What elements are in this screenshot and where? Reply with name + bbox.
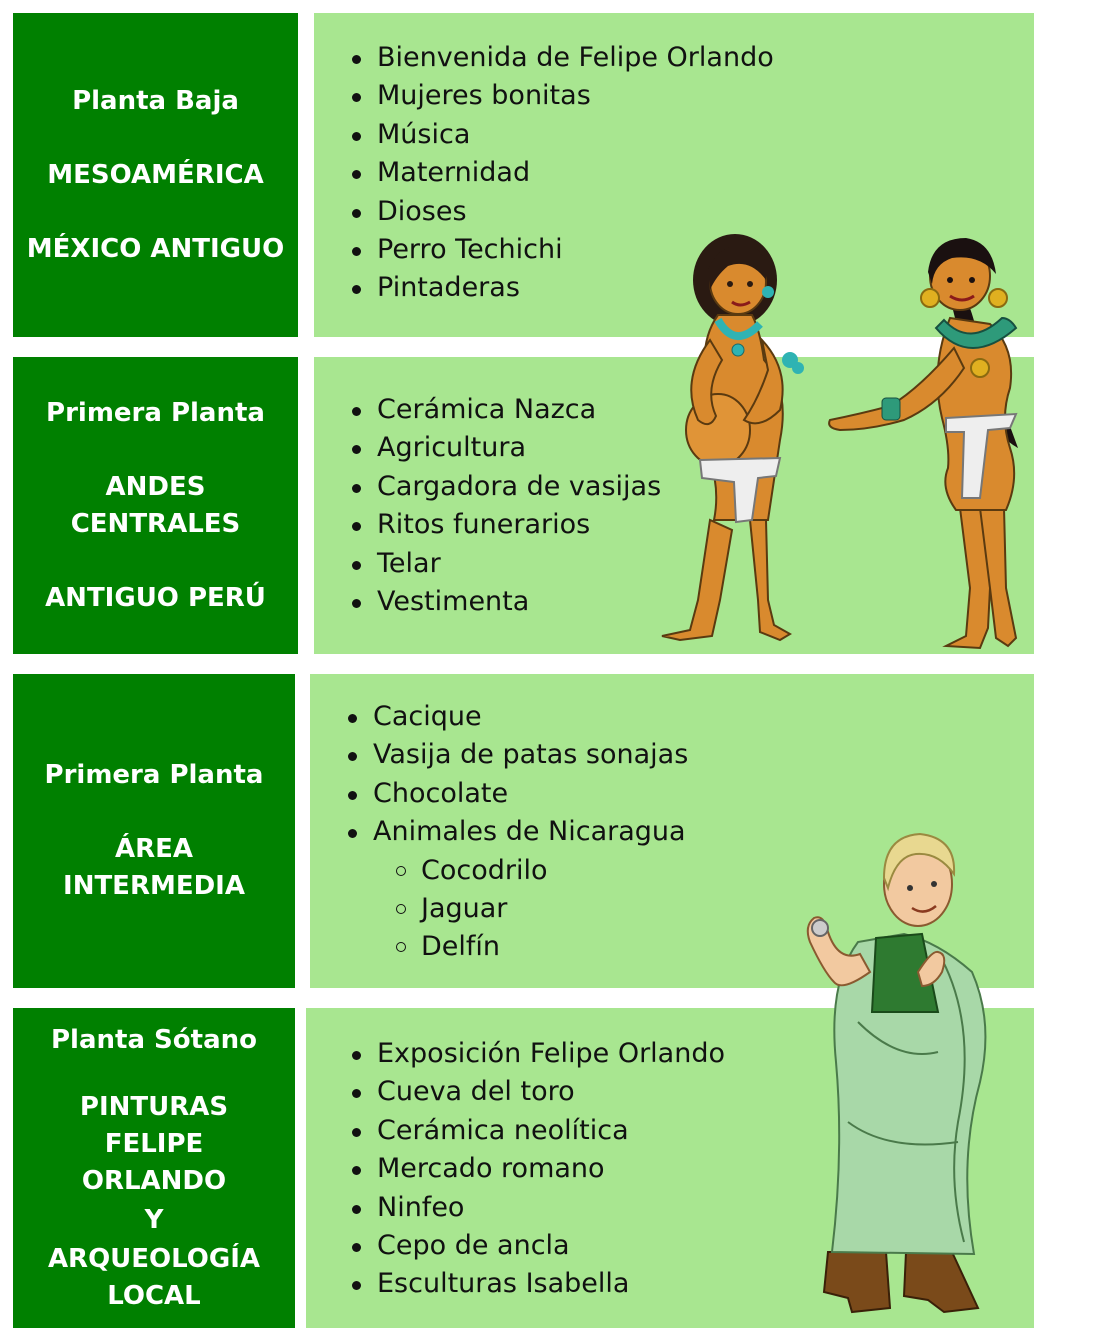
list-item: Mujeres bonitas [352,77,774,115]
sub-list-item: Delfín [348,928,688,966]
woman-illustration [820,228,1020,653]
region-name: ANTIGUO PERÚ [45,582,266,613]
list-item: Telar [352,545,661,583]
list-item: Exposición Felipe Orlando [352,1035,725,1073]
list-item: Dioses [352,193,774,231]
list-item: Animales de Nicaragua [348,813,688,851]
region-name: ARQUEOLOGÍA LOCAL [47,1243,261,1311]
floor-label-andes [13,357,298,654]
region-name: PINTURAS FELIPE ORLANDO [79,1091,229,1196]
list-item: Ninfeo [352,1189,725,1227]
list-item: Cueva del toro [352,1073,725,1111]
list-item: Perro Techichi [352,231,774,269]
region-name: Y [144,1204,164,1235]
region-name: ÁREA INTERMEDIA [63,834,245,901]
list-item: Mercado romano [352,1150,725,1188]
floor-label-planta-baja [13,13,298,337]
exhibit-list [352,391,661,621]
region-name: ANDES CENTRALES [70,471,241,539]
list-item: Vasija de patas sonajas [348,736,688,774]
list-item: Cargadora de vasijas [352,468,661,506]
floor-title: Planta Sótano [51,1024,257,1055]
region-name: MESOAMÉRICA [47,159,264,190]
exhibit-list [348,698,688,967]
list-item: Pintaderas [352,269,774,307]
floor-label-sotano [13,1008,295,1328]
list-item: Agricultura [352,429,661,467]
region-name: MÉXICO ANTIGUO [26,233,285,264]
roman-man-illustration [788,822,1003,1320]
list-item: Cepo de ancla [352,1227,725,1265]
floor-title: Primera Planta [44,760,264,790]
list-item: Chocolate [348,775,688,813]
list-item: Bienvenida de Felipe Orlando [352,39,774,77]
sub-list-item: Jaguar [348,890,688,928]
list-item: Cerámica neolítica [352,1112,725,1150]
exhibit-list [352,1035,725,1304]
pregnant-woman-illustration [640,220,830,650]
list-item: Cerámica Nazca [352,391,661,429]
floor-label-area-intermedia [13,674,295,988]
list-item: Cacique [348,698,688,736]
list-item: Ritos funerarios [352,506,661,544]
list-item: Vestimenta [352,583,661,621]
sub-list-item: Cocodrilo [348,852,688,890]
floor-title: Planta Baja [72,85,239,116]
list-item: Maternidad [352,154,774,192]
list-item: Esculturas Isabella [352,1265,725,1303]
list-item: Música [352,116,774,154]
floor-title: Primera Planta [46,397,265,428]
